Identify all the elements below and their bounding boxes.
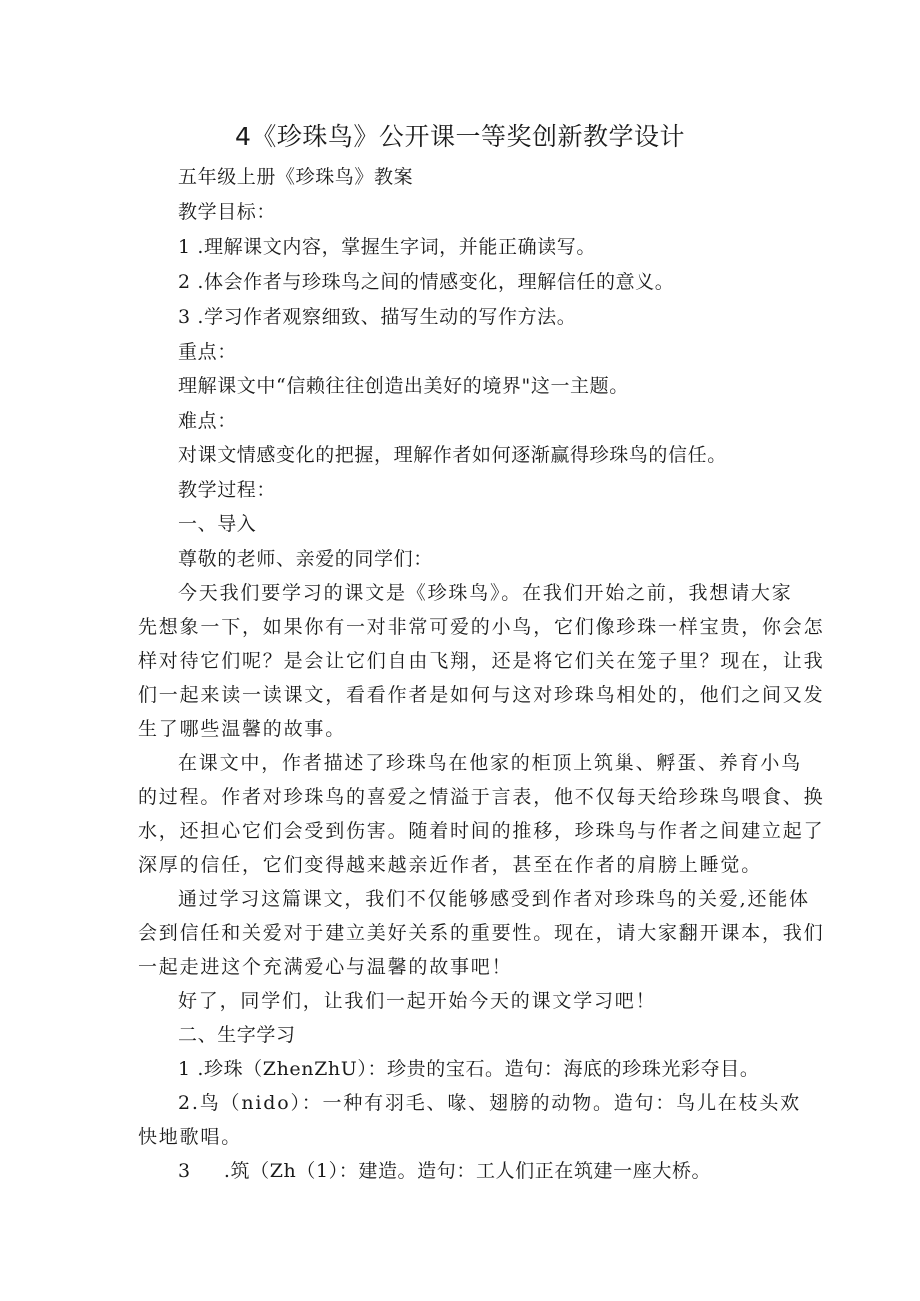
heading-objectives: 教学目标： bbox=[178, 201, 277, 223]
section-characters-heading: 二、生字学习 bbox=[178, 1024, 296, 1046]
paragraph-4-line-1: 好了，同学们，让我们一起开始今天的课文学习吧！ bbox=[178, 990, 657, 1012]
subtitle-line: 五年级上册《珍珠鸟》教案 bbox=[178, 166, 414, 188]
paragraph-1-line-4: 们一起来读一读课文，看看作者是如何与这对珍珠鸟相处的，他们之间又发 bbox=[138, 684, 825, 706]
heading-process: 教学过程： bbox=[178, 479, 277, 501]
character-item-1: 1 .珍珠（ZhenZhU）：珍贵的宝石。造句：海底的珍珠光彩夺目。 bbox=[178, 1058, 760, 1080]
objective-3: 3 .学习作者观察细致、描写生动的写作方法。 bbox=[178, 306, 577, 328]
paragraph-2-line-2: 的过程。作者对珍珠鸟的喜爱之情溢于言表，他不仅每天给珍珠鸟喂食、换 bbox=[138, 786, 825, 808]
paragraph-2-line-4: 深厚的信任，它们变得越来越亲近作者，甚至在作者的肩膀上睡觉。 bbox=[138, 854, 763, 876]
character-item-2-line-2: 快地歌唱。 bbox=[138, 1126, 243, 1148]
paragraph-1-line-2: 先想象一下，如果你有一对非常可爱的小鸟，它们像珍珠一样宝贵，你会怎 bbox=[138, 616, 825, 638]
heading-difficulty: 难点： bbox=[178, 410, 237, 432]
document-title: 4《珍珠鸟》公开课一等奖创新教学设计 bbox=[235, 122, 685, 151]
character-item-3: 3 .筑（Zh（1）：建造。造句：工人们正在筑建一座大桥。 bbox=[178, 1160, 712, 1182]
paragraph-2-line-1: 在课文中，作者描述了珍珠鸟在他家的柜顶上筑巢、孵蛋、养育小鸟 bbox=[178, 752, 803, 774]
paragraph-3-line-1: 通过学习这篇课文，我们不仅能够感受到作者对珍珠鸟的关爱,还能体 bbox=[178, 888, 810, 910]
paragraph-3-line-3: 一起走进这个充满爱心与温馨的故事吧！ bbox=[138, 956, 513, 978]
key-point-text: 理解课文中“信赖往往创造出美好的境界"这一主题。 bbox=[178, 375, 629, 397]
character-item-2-line-1: 2.鸟（nido）：一种有羽毛、喙、翅膀的动物。造句：鸟儿在枝头欢 bbox=[178, 1092, 801, 1114]
paragraph-1-line-3: 样对待它们呢？是会让它们自由飞翔，还是将它们关在笼子里？现在，让我 bbox=[138, 650, 825, 672]
difficulty-text: 对课文情感变化的把握，理解作者如何逐渐赢得珍珠鸟的信任。 bbox=[178, 444, 727, 466]
paragraph-3-line-2: 会到信任和关爱对于建立美好关系的重要性。现在，请大家翻开课本，我们 bbox=[138, 922, 825, 944]
greeting-line: 尊敬的老师、亲爱的同学们： bbox=[178, 548, 433, 570]
heading-key-point: 重点： bbox=[178, 341, 237, 363]
objective-1: 1 .理解课文内容，掌握生字词，并能正确读写。 bbox=[178, 236, 596, 258]
paragraph-1-line-1: 今天我们要学习的课文是《珍珠鸟》。在我们开始之前，我想请大家 bbox=[178, 582, 793, 604]
objective-2: 2 .体会作者与珍珠鸟之间的情感变化，理解信任的意义。 bbox=[178, 271, 675, 293]
section-intro-heading: 一、导入 bbox=[178, 513, 257, 535]
paragraph-2-line-3: 水，还担心它们会受到伤害。随着时间的推移，珍珠鸟与作者之间建立起了 bbox=[138, 820, 825, 842]
paragraph-1-line-5: 生了哪些温馨的故事。 bbox=[138, 718, 347, 740]
